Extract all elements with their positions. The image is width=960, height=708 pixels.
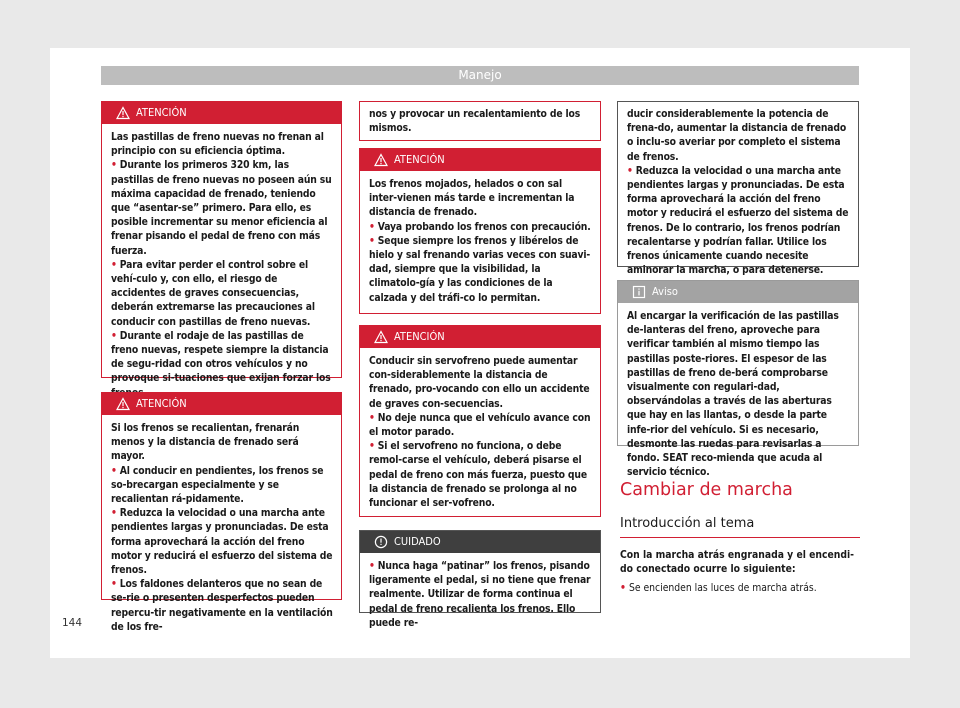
notice-box-brake-pads	[617, 280, 859, 479]
intro-paragraph: Con la marcha atrás engranada y el encendi-do conectado ocurre lo siguiente:	[620, 549, 855, 576]
bullet-item: • Si el servofreno no funciona, o debe remol-carse el vehículo, deberá pisarse el pedal de freno con más fuerza, puesto que la distancia de frenado se prolonga al no funcionar el ser-vofreno.	[369, 440, 587, 510]
bullet-item: • Seque siempre los frenos y libérelos de hielo y sal frenando varias veces con suavi-dad, siempre que la visibilidad, la climatolo-gía y las condiciones de la calzada y del tráfi-co lo permitan.	[369, 234, 591, 304]
notice-text: Al encargar la verificación de las pastillas de-lanteras del freno, aproveche para verificar también al mismo tiempo las pastillas poste-riores. El espesor de las pastillas de freno de-berá comprobarse visualmente con regulari-dad, observándolas a través de las aberturas que hay en las llantas, o desde la parte infe-rior del vehículo. Si es necesario, desmonte las ruedas para revisarlas a fondo. SEAT reco-mienda que acuda al servicio técnico.	[627, 310, 839, 479]
box-intro: Conducir sin servofreno puede aumentar con-siderablemente la distancia de frenado, pro-vocando con ello un accidente de graves con-secuencias.	[369, 355, 590, 410]
bullet-item: • Al conducir en pendientes, los frenos se so-brecargan especialmente y se recalientan rá-pidamente.	[111, 464, 324, 506]
continued-text: nos y provocar un recalentamiento de los mismos.	[369, 108, 581, 135]
bullet-item: • Se encienden las luces de marcha atrás.	[620, 581, 817, 594]
box-heading: ATENCIÓN	[136, 397, 187, 410]
warning-triangle-icon	[116, 397, 130, 411]
bullet-item: • Durante el rodaje de las pastillas de freno nuevas, respete siempre la distancia de segu-ridad con otros vehículos y no provoque si-tuaciones que exijan forzar los	[111, 329, 331, 385]
warning-triangle-icon	[116, 106, 130, 120]
box-heading: CUIDADO	[394, 535, 441, 548]
caution-box-brake-riding	[359, 530, 601, 629]
bullet-item: • No deje nunca que el vehículo avance con el motor parado.	[369, 411, 591, 439]
box-heading: ATENCIÓN	[136, 106, 187, 119]
bullet-item: • Vaya probando los frenos con precaución.	[369, 220, 591, 233]
bullet-item: • Los faldones delanteros que no sean de se-rie o presenten desperfectos pueden repercu-tir negativamente en la ventilación de los fre-	[111, 578, 333, 633]
section-title: Cambiar de marcha	[620, 480, 793, 500]
warning-box-new-brake-pads	[101, 101, 342, 385]
warning-box-wet-brakes	[359, 148, 601, 314]
info-square-icon	[632, 285, 646, 299]
body-text	[620, 548, 860, 595]
box-intro: Las pastillas de freno nuevas no frenan al principio con su eficiencia óptima.	[111, 131, 324, 158]
warning-box-continued	[359, 101, 601, 141]
box-heading: Aviso	[652, 285, 678, 298]
subsection-title: Introducción al tema	[620, 516, 860, 538]
warning-triangle-icon	[374, 330, 388, 344]
box-intro: Si los frenos se recalientan, frenarán menos y la distancia de frenado será mayor.	[111, 422, 300, 463]
caution-box-continued	[617, 101, 859, 277]
warning-box-servo-brake	[359, 325, 601, 517]
bullet-item: • Durante los primeros 320 km, las pastillas de freno nuevas no poseen aún su máxima capacidad de frenado, teniendo que “asentar-se” primero. Para ello, es posible incrementar su menor eficiencia al frenar pisando el pedal de freno con más fuerza.	[111, 159, 332, 257]
page-header: Manejo	[101, 66, 859, 85]
page-number: 144	[62, 617, 83, 629]
warning-box-overheated-brakes	[101, 392, 342, 633]
bullet-item: • Para evitar perder el control sobre el vehí-culo y, con ello, el riesgo de accidentes de graves consecuencias, deberán extremarse las precauciones al conducir con pastillas de freno nuevas.	[111, 258, 315, 328]
warning-triangle-icon	[374, 153, 388, 167]
bullet-item: • Nunca haga “patinar” los frenos, pisando ligeramente el pedal, si no tiene que frenar realmente. Utilizar de forma continua el pedal de freno recalienta los frenos. Ello puede re-	[369, 560, 591, 629]
bullet-item: • Reduzca la velocidad o una marcha ante pendientes largas y pronunciadas. De esta forma aprovechará la acción del freno motor y reducirá el esfuerzo del sistema de frenos.	[111, 507, 333, 577]
box-intro: Los frenos mojados, helados o con sal inter-vienen más tarde e incrementan la distancia de frenado.	[369, 178, 575, 219]
box-heading: ATENCIÓN	[394, 330, 445, 343]
bullet-item: • Reduzca la velocidad o una marcha ante pendientes largas y pronunciadas. De esta forma aprovechará la acción del freno motor y reducirá el esfuerzo del sistema de frenos. De lo contrario, los frenos podrían recalentarse y podrían fallar. Utilice los frenos únicamente cuando necesite aminorar la marcha, o para detenerse.	[627, 164, 849, 277]
box-heading: ATENCIÓN	[394, 153, 445, 166]
continued-text: ducir considerablemente la potencia de frena-do, aumentar la distancia de frenado o inclu-so averiar por completo el sistema de frenos.	[627, 108, 847, 163]
notice-circle-icon	[374, 535, 388, 549]
